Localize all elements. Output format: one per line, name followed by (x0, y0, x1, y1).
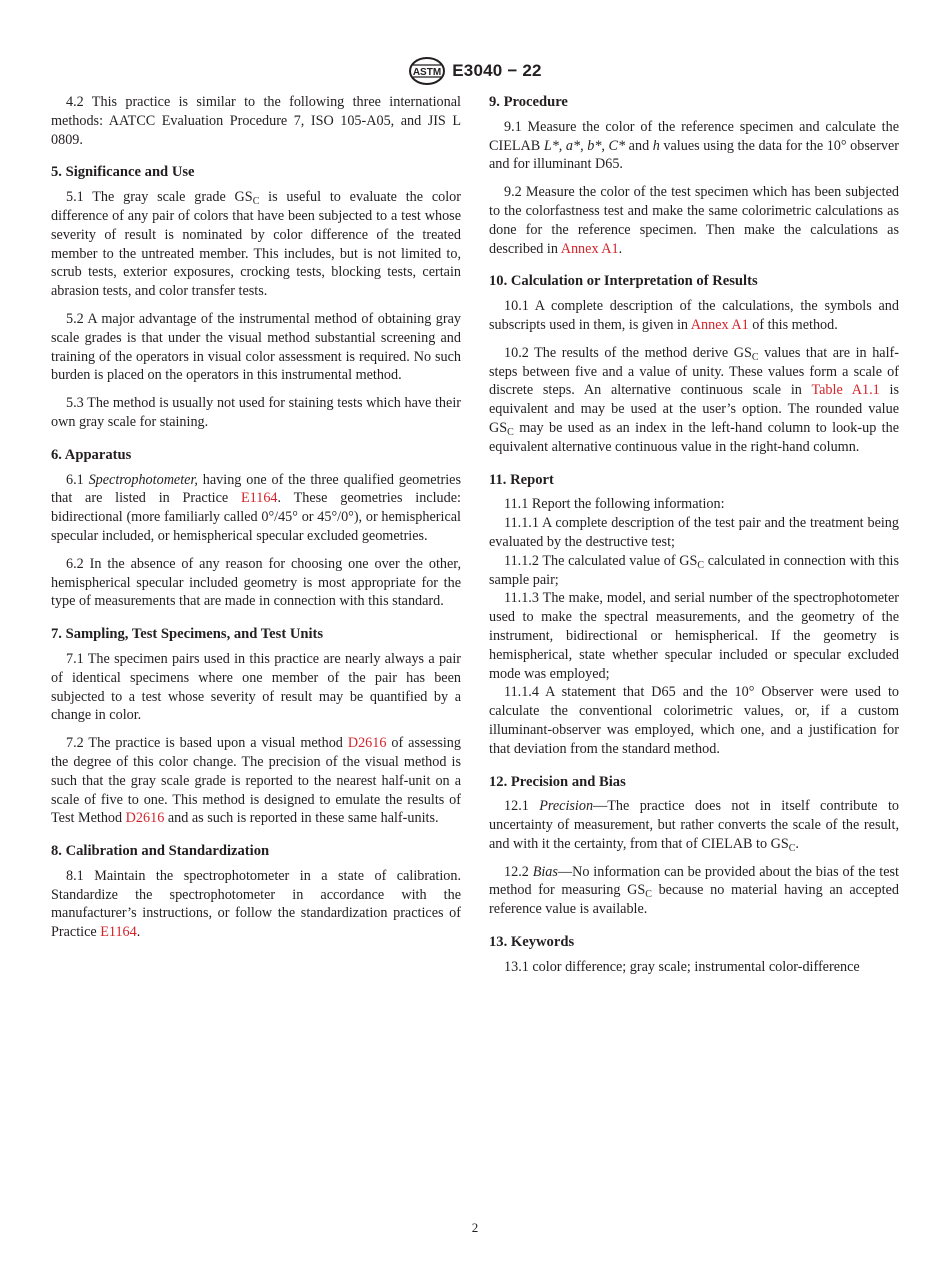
page-header (0, 56, 950, 91)
paragraph-11-1-4: 11.1.4 A statement that D65 and the 10° Observer were used to calculate the conventional colorimetric values, or, if a custom illuminant-observer was employed, which one, and a justification for that deviation from the standard method. (489, 684, 899, 757)
link-table-a1-1[interactable]: Table A1.1 (811, 382, 880, 399)
section-10-heading: 10. Calculation or Interpretation of Results (489, 273, 758, 290)
link-e1164[interactable]: E1164 (241, 490, 278, 507)
link-d2616[interactable]: D2616 (347, 735, 387, 752)
paragraph-11-1-1: 11.1.1 A complete description of the test pair and the treatment being evaluated by the destructive test; (489, 515, 899, 550)
paragraph-12-2: 12.2 Bias—No information can be provided about the bias of the test method for measuring $GS_C$ because no material having an accepted reference value is available. (489, 863, 899, 918)
page-number: 2 (471, 1220, 479, 1235)
section-6-heading: 6. Apparatus (51, 446, 132, 463)
link-annex-a1[interactable]: Annex A1 (560, 240, 619, 257)
svg-text:ASTM: ASTM (413, 67, 442, 78)
paragraph-7-1: 7.1 The specimen pairs used in this practice are nearly always a pair of identical specimens where one member of the pair has been subjected to a test whose severity of result may be quantified by a change in color. (51, 650, 461, 724)
paragraph-4-2: 4.2 This practice is similar to the following three international methods: AATCC Evaluation Procedure 7, ISO 105-A05, and JIS L 0809. (51, 94, 461, 148)
astm-logo-icon (408, 56, 446, 86)
paragraph-13-1: 13.1 color difference; gray scale; instrumental color-difference (504, 958, 860, 975)
link-d2616[interactable]: D2616 (125, 810, 165, 827)
section-11-heading: 11. Report (489, 471, 554, 488)
paragraph-6-1: 6.1 Spectrophotometer, having one of the three qualified geometries that are listed in Practice E1164. These geometries include: bidirectional (more familiarly called 0°/45° or 45°/0°), or hemispherical specular included, or hemispherical specular excluded geometries. (51, 471, 461, 544)
paragraph-11-1-2: 11.1.2 The calculated value of $GS_C$ calculated in connection with this sample pair; (489, 552, 899, 588)
section-13-heading: 13. Keywords (489, 934, 575, 951)
left-column (51, 93, 461, 942)
paragraph-6-2: 6.2 In the absence of any reason for choosing one over the other, hemispherical specular included geometry is most appropriate for the type of measurements that are made in connection with this standard. (51, 555, 461, 610)
paragraph-5-1: 5.1 The gray scale grade $GS_C$ is useful to evaluate the color difference of any pair of colors that have been subjected to a test whose severity of result is nominated by color difference of the treated member to the untreated member. This includes, but is not limited to, scrub tests, exterior exposures, crocking tests, blocking tests, certain abrasion tests, and color transfer tests. (51, 189, 461, 300)
paragraph-10-2: 10.2 The results of the method derive $GS_C$ values that are in half-steps between five and a value of unity. These values form a scale of discrete steps. An alternative continuous scale in Table A1.1 is equivalent and may be used at the user’s option. The rounded value $GS_C$ may be used as an index in the left-hand column to look-up the equivalent alternative continuous value in the right-hand column. (489, 344, 899, 455)
section-7-heading: 7. Sampling, Test Specimens, and Test Units (51, 626, 324, 643)
section-12-heading: 12. Precision and Bias (489, 773, 626, 790)
document-id: E3040 − 22 (452, 61, 542, 80)
paragraph-11-1: 11.1 Report the following information: (504, 496, 725, 513)
paragraph-5-2: 5.2 A major advantage of the instrumental method of obtaining gray scale grades is that under the visual method substantial screening and training of the operators in visual color assessment is required. No such burden is placed on the operators in this instrumental method. (51, 310, 461, 384)
paragraph-8-1: 8.1 Maintain the spectrophotometer in a state of calibration. Standardize the spectrophotometer in accordance with the manufacturer’s instructions, or follow the standardization practices of Practice E1164. (51, 867, 461, 941)
link-e1164[interactable]: E1164 (100, 924, 137, 941)
section-8-heading: 8. Calibration and Standardization (51, 843, 270, 860)
paragraph-9-1: 9.1 Measure the color of the reference specimen and calculate the CIELAB L*, a*, b*, C* and h values using the data for the 10° observer and for illuminant D65. (489, 118, 899, 173)
paragraph-11-1-3: 11.1.3 The make, model, and serial number of the spectrophotometer used to make the spectral measurements, and the geometry of the instrument, bidirectional or hemispherical. If the geometry is hemispherical, state whether specular included or specular excluded mode was employed; (489, 590, 899, 682)
link-annex-a1[interactable]: Annex A1 (690, 316, 749, 333)
paragraph-10-1: 10.1 A complete description of the calculations, the symbols and subscripts used in them, is given in Annex A1 of this method. (489, 298, 899, 333)
paragraph-7-2: 7.2 The practice is based upon a visual method D2616 of assessing the degree of this color change. The precision of the visual method is such that the gray scale grade is reported to the nearest half-unit on a scale of five to one. This method is designed to emulate the results of Test Method D2616 and as such is reported in these same half-units. (51, 735, 461, 827)
right-column (489, 93, 899, 977)
paragraph-12-1: 12.1 Precision—The practice does not in itself contribute to uncertainty of measurement, but rather converts the scale of the result, and with it the certainty, from that of CIELAB to $GS_C$. (489, 798, 899, 854)
paragraph-5-3: 5.3 The method is usually not used for staining tests which have their own gray scale for staining. (51, 395, 461, 430)
paragraph-9-2: 9.2 Measure the color of the test specimen which has been subjected to the colorfastness test and make the same colorimetric calculations as done for the reference specimen. Then make the calculations as described in Annex A1. (489, 184, 899, 257)
section-5-heading: 5. Significance and Use (51, 164, 195, 181)
section-9-heading: 9. Procedure (489, 94, 568, 110)
